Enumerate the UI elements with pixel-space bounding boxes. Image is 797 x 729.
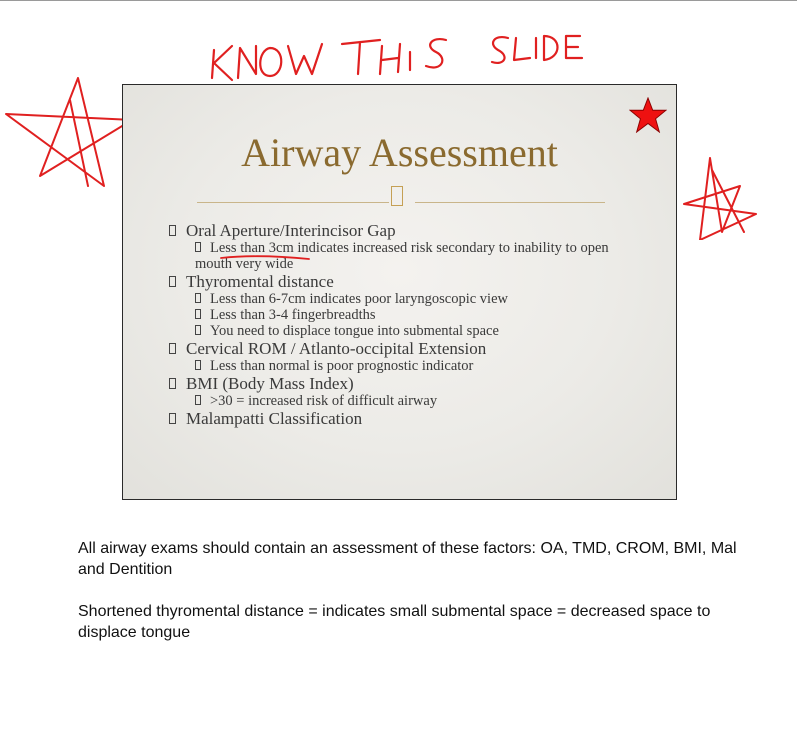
bullet-box-icon [169,378,176,389]
speaker-notes [78,538,758,664]
sub-bullet-item: Less than 3-4 fingerbreadths [195,307,669,323]
divider-ornament-icon [391,186,403,206]
bullet-item: BMI (Body Mass Index) [169,374,669,393]
underline-annotation [219,253,319,263]
sub-bullet-item: Less than normal is poor prognostic indicator [195,358,669,374]
right-star-doodle-icon [684,158,756,240]
bullet-box-icon [195,395,201,405]
handwritten-note [212,36,582,80]
sub-bullet-item: >30 = increased risk of difficult airway [195,393,669,409]
bullet-box-icon [169,276,176,287]
bullet-item: Thyromental distance [169,272,669,291]
bullet-box-icon [169,225,176,236]
slide-title: Airway Assessment [241,130,558,175]
sub-bullet-item: You need to displace tongue into submental space [195,323,669,339]
title-divider-left [197,202,389,203]
sub-bullet-item: Less than 6-7cm indicates poor laryngoscopic view [195,291,669,307]
bullet-box-icon [195,309,201,319]
bullet-box-icon [169,343,176,354]
sub-bullet-item: Less than 3cm indicates increased risk secondary to inability to open mouth very wide [195,240,609,272]
red-star-icon [629,97,667,133]
bullet-box-icon [195,360,201,370]
bullet-item: Cervical ROM / Atlanto-occipital Extension [169,339,669,358]
notes-paragraph: Shortened thyromental distance = indicates small submental space = decreased space to displace tongue [78,603,711,641]
title-divider-right [415,202,605,203]
bullet-box-icon [169,413,176,424]
notes-paragraph: All airway exams should contain an assessment of these factors: OA, TMD, CROM, BMI, Mal and Dentition [78,540,737,578]
bullet-box-icon [195,293,201,303]
slide [122,84,677,500]
bullet-item: Oral Aperture/Interincisor Gap [169,221,669,240]
left-star-doodle-icon [6,78,132,186]
bullet-item: Malampatti Classification [169,409,669,428]
bullet-box-icon [195,242,201,252]
bullet-box-icon [195,325,201,335]
